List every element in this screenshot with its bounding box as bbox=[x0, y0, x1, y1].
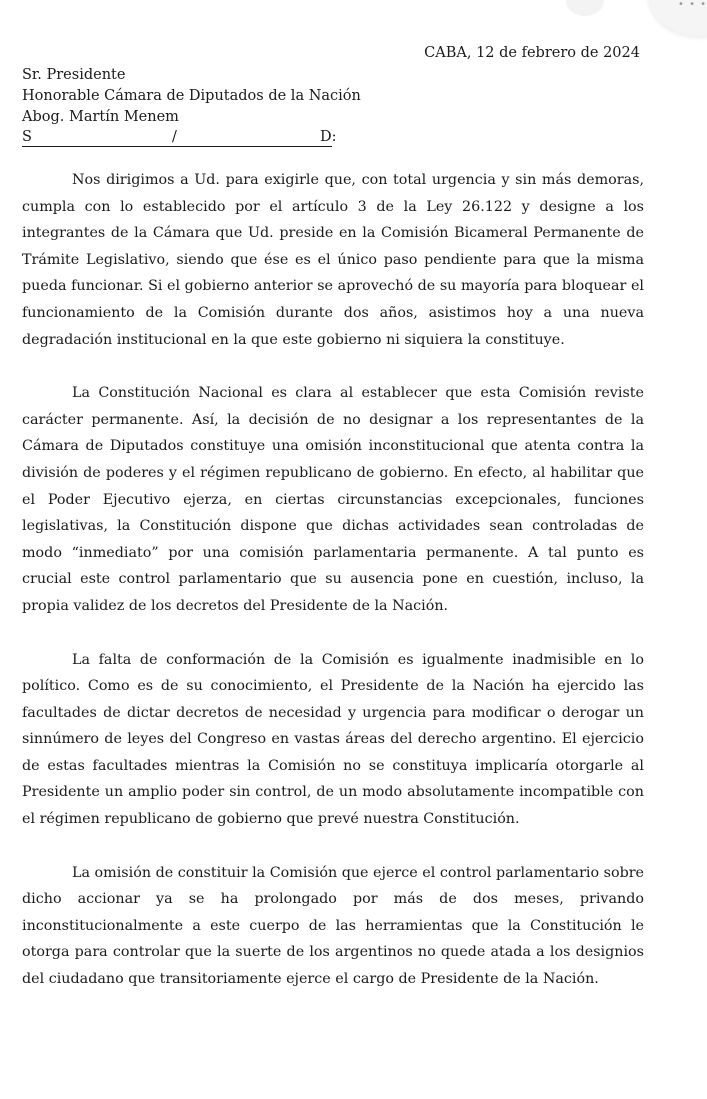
addressee-block bbox=[22, 65, 361, 128]
more-dots-icon: • • • bbox=[678, 0, 707, 10]
addressee-name: Abog. Martín Menem bbox=[22, 109, 179, 125]
salutation-slash: / bbox=[172, 129, 177, 145]
salutation-s: S bbox=[22, 129, 32, 145]
paragraph-1: Nos dirigimos a Ud. para exigirle que, con total urgencia y sin más demoras, cumpla con lo establecido por el artículo 3 de la Ley 26.122 y designe a los integrantes de la Cámara que Ud. preside en la Comisión Bicameral Permanente de Trámite Legislativo, siendo que ése es el único paso pendiente para que la misma pueda funcionar. Si el gobierno anterior se aprovechó de su mayoría para bloquear el funcionamiento de la Comisión durante dos años, asistimos hoy a una nueva degradación institucional en la que este gobierno ni siquiera la constituye. bbox=[22, 172, 644, 348]
addressee-institution: Honorable Cámara de Diputados de la Nación bbox=[22, 88, 361, 104]
corner-shadow bbox=[566, 0, 604, 16]
salutation-line bbox=[22, 129, 340, 148]
paragraph-3: La falta de conformación de la Comisión es igualmente inadmisible en lo político. Como es de su conocimiento, el Presidente de la Nación ha ejercido las facultades de dictar decretos de necesidad y urgencia para modificar o derogar un sinnúmero de leyes del Congreso en vastas áreas del derecho argentino. El ejercicio de estas facultades mientras la Comisión no se constituya implicaría otorgarle al Presidente un amplio poder sin control, de un modo absolutamente incompatible con el régimen republicano de gobierno que prevé nuestra Constitución. bbox=[22, 651, 644, 828]
salutation-underline bbox=[22, 146, 332, 147]
letter-date: CABA, 12 de febrero de 2024 bbox=[424, 45, 640, 61]
paragraph-2: La Constitución Nacional es clara al establecer que esta Comisión reviste carácter permanente. Así, la decisión de no designar a los representantes de la Cámara de Diputados constituye una omisión inconstitucional que atenta contra la división de poderes y el régimen republicano de gobierno. En efecto, al habilitar que el Poder Ejecutivo ejerza, en ciertas circunstancias excepcionales, funciones legislativas, la Constitución dispone que dichas actividades sean controladas de modo “inmediato” por una comisión parlamentaria permanente. A tal punto es crucial este control parlamentario que su ausencia pone en cuestión, incluso, la propia validez de los decretos del Presidente de la Nación. bbox=[22, 385, 644, 614]
paragraph-4: La omisión de constituir la Comisión que ejerce el control parlamentario sobre dicho accionar ya se ha prolongado por más de dos meses, privando inconstitucionalmente a este cuerpo de las herramientas que la Constitución le otorga para controlar que la suerte de los argentinos no quede atada a los designios del ciudadano que transitoriamente ejerce el cargo de Presidente de la Nación. bbox=[22, 864, 645, 988]
salutation-d: D: bbox=[320, 129, 337, 145]
addressee-title: Sr. Presidente bbox=[22, 67, 126, 83]
letter-body bbox=[22, 167, 644, 1020]
more-options-button[interactable] bbox=[648, 0, 707, 36]
